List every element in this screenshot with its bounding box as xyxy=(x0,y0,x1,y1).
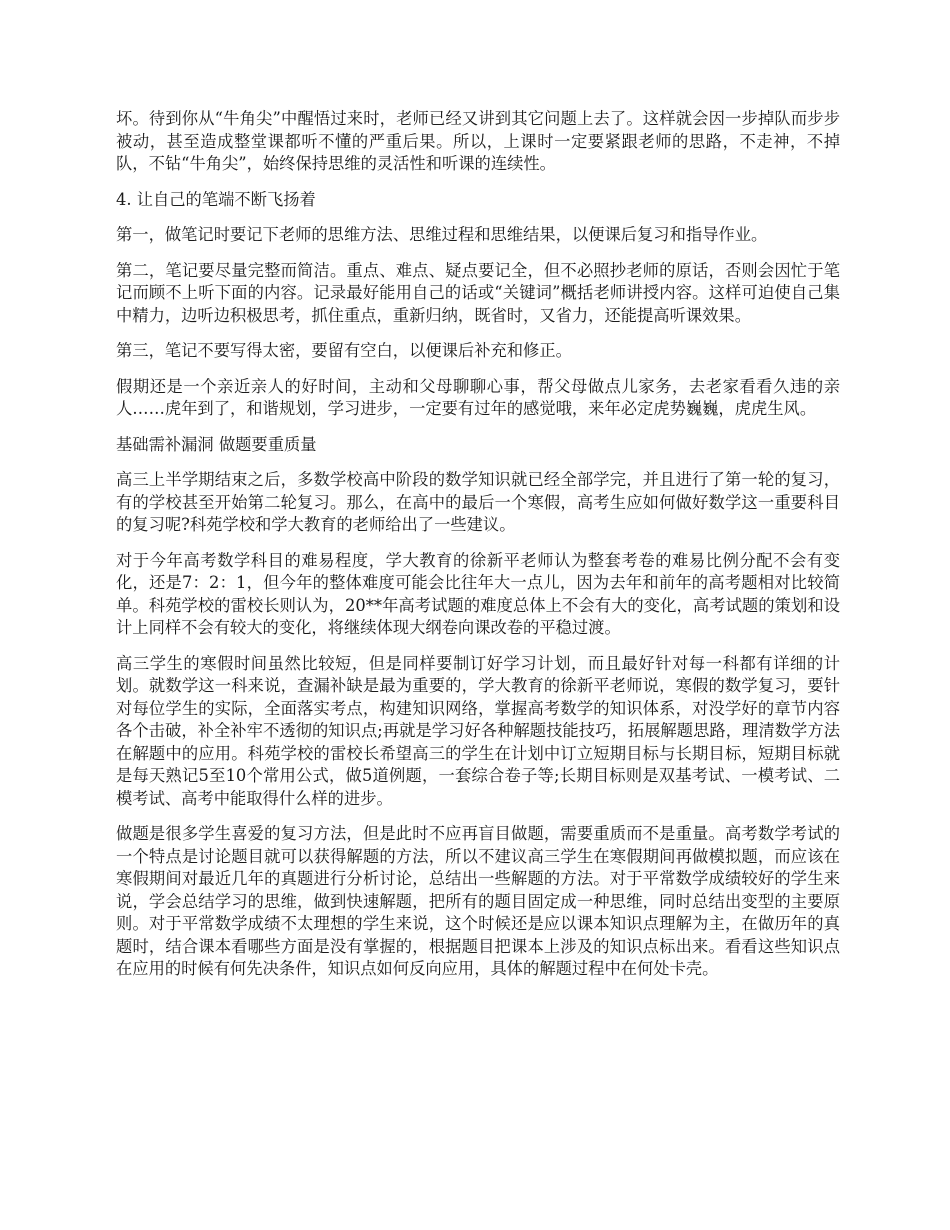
paragraph-holiday: 假期还是一个亲近亲人的好时间，主动和父母聊聊心事，帮父母做点儿家务，去老家看看久违的亲人……虎年到了，和谐规划，学习进步，一定要有过年的感觉哦，来年必定虎势巍巍，虎虎生风。 xyxy=(116,376,840,418)
document-body xyxy=(116,108,840,994)
paragraph-practice: 做题是很多学生喜爱的复习方法，但是此时不应再盲目做题，需要重质而不是重量。高考数学考试的一个特点是讨论题目就可以获得解题的方法，所以不建议高三学生在寒假期间再做模拟题，而应该在寒假期间对最近几年的真题进行分析讨论，总结出一些解题的方法。对于平常数学成绩较好的学生来说，学会总结学习的思维，做到快速解题，把所有的题目固定成一种思维，同时总结出变型的主要原则。对于平常数学成绩不太理想的学生来说，这个时候还是应以课本知识点理解为主，在做历年的真题时，结合课本看哪些方面是没有掌握的，根据题目把课本上涉及的知识点标出来。看看这些知识点在应用的时候有何先决条件，知识点如何反向应用，具体的解题过程中在何处卡壳。 xyxy=(116,824,840,978)
paragraph-plan: 高三学生的寒假时间虽然比较短，但是同样要制订好学习计划，而且最好针对每一科都有详细的计划。就数学这一科来说，查漏补缺是最为重要的，学大教育的徐新平老师说，寒假的数学复习，要针对每位学生的实际，全面落实考点，构建知识网络，掌握高考数学的知识体系，对没学好的章节内容各个击破，补全补牢不透彻的知识点;再就是学习好各种解题技能技巧，拓展解题思路，理清数学方法在解题中的应用。科苑学校的雷校长希望高三的学生在计划中订立短期目标与长期目标，短期目标就是每天熟记5至10个常用公式，做5道例题，一套综合卷子等;长期目标则是双基考试、一模考试、二模考试、高考中能取得什么样的进步。 xyxy=(116,653,840,808)
paragraph-notes-first: 第一，做笔记时要记下老师的思维方法、思维过程和思维结果，以便课后复习和指导作业。 xyxy=(116,225,768,244)
section-heading-notes: 4. 让自己的笔端不断飞扬着 xyxy=(116,189,316,209)
paragraph-difficulty: 对于今年高考数学科目的难易程度，学大教育的徐新平老师认为整套考卷的难易比例分配不会有变化，还是7：2：1，但今年的整体难度可能会比往年大一点儿，因为去年和前年的高考题相对比较简单。科苑学校的雷校长则认为，20**年高考试题的难度总体上不会有大的变化，高考试题的策划和设计上同样不会有较大的变化，将继续体现大纲卷向课改卷的平稳过渡。 xyxy=(116,550,840,637)
paragraph-intro: 高三上半学期结束之后，多数学校高中阶段的数学知识就已经全部学完，并且进行了第一轮的复习，有的学校甚至开始第二轮复习。那么，在高中的最后一个寒假，高考生应如何做好数学这一重要科目的复习呢?科苑学校和学大教育的老师给出了一些建议。 xyxy=(116,470,840,534)
paragraph-notes-third: 第三，笔记不要写得太密，要留有空白，以便课后补充和修正。 xyxy=(116,341,572,360)
paragraph-notes-second: 第二，笔记要尽量完整而简洁。重点、难点、疑点要记全，但不必照抄老师的原话，否则会因忙于笔记而顾不上听下面的内容。记录最好能用自己的话或“关键词”概括老师讲授内容。这样可迫使自己集中精力，边听边积极思考，抓住重点，重新归纳，既省时，又省力，还能提高听课效果。 xyxy=(116,260,840,325)
section-heading-basics: 基础需补漏洞 做题要重质量 xyxy=(116,434,317,454)
paragraph-continuation: 坏。待到你从“牛角尖”中醒悟过来时，老师已经又讲到其它问题上去了。这样就会因一步掉队而步步被动，甚至造成整堂课都听不懂的严重后果。所以，上课时一定要紧跟老师的思路，不走神，不掉队，不钻“牛角尖”，始终保持思维的灵活性和听课的连续性。 xyxy=(116,109,840,173)
